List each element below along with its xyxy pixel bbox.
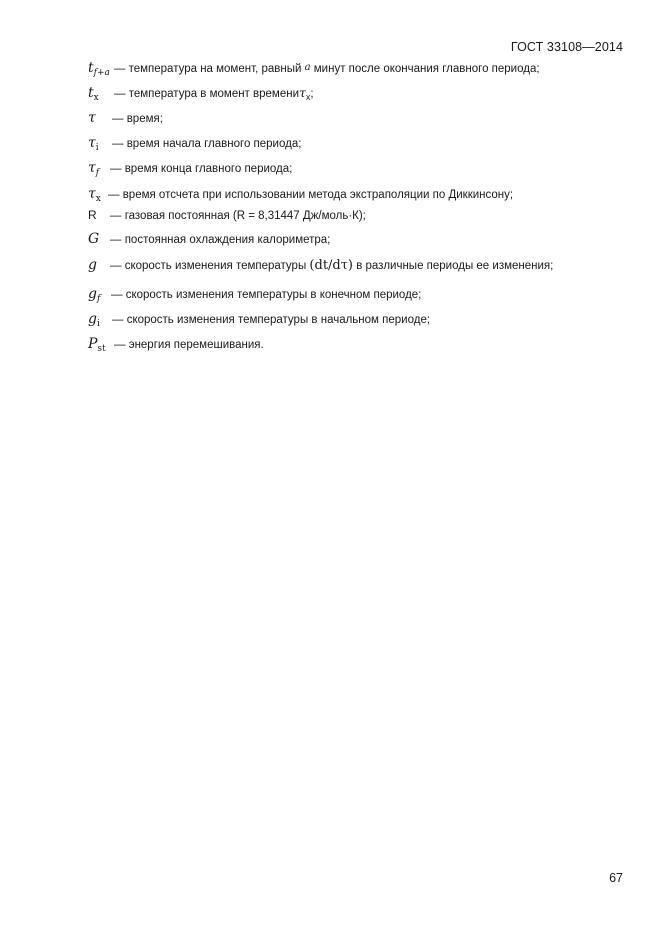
definition-row [88, 336, 264, 354]
definition-text: — температура в момент времениτ$_x$; [114, 85, 314, 102]
definition-text: — время конца главного периода; [110, 163, 293, 175]
document-header: ГОСТ 33108—2014 [510, 40, 623, 54]
definition-row [88, 85, 314, 103]
symbol: $t_x$ [88, 85, 99, 103]
symbol: $\tau_f$ [88, 160, 100, 178]
page-number: 67 [609, 871, 623, 885]
symbol: $t_{f+a}$ [88, 60, 110, 78]
definition-row [88, 311, 430, 329]
symbol: G [88, 231, 100, 247]
derivative-expression: (dt/dτ) [309, 258, 354, 273]
definition-row [88, 135, 301, 153]
symbol: τ [88, 110, 96, 126]
symbol: R [88, 208, 97, 222]
definition-text: — температура на момент, равный a минут после окончания главного периода; [113, 62, 540, 75]
definition-row [88, 208, 366, 222]
definition-row [88, 231, 330, 247]
definition-row [88, 186, 513, 204]
definition-text: — время отсчета при использовании метода экстраполяции по Диккинсону; [108, 189, 514, 201]
symbol: $g_f$ [88, 286, 101, 304]
definition-row [88, 110, 163, 126]
symbol: $g_i$ [88, 311, 100, 329]
definition-row [88, 286, 421, 304]
definition-text: — скорость изменения температуры в конечном периоде; [111, 289, 422, 301]
definition-text: — время начала главного периода; [112, 138, 302, 150]
definition-text: — энергия перемешивания. [114, 339, 264, 351]
symbol: g [88, 257, 97, 273]
definition-text: — скорость изменения температуры (dt/dτ) в различные периоды ее изменения; [110, 258, 554, 273]
symbol: $P_{st}$ [88, 336, 106, 354]
symbol: $\tau_x$ [88, 186, 101, 204]
definition-text: — постоянная охлаждения калориметра; [110, 234, 331, 246]
definition-row [88, 160, 292, 178]
symbol: $\tau_i$ [88, 135, 99, 153]
definition-text: — газовая постоянная (R = 8,31447 Дж/моль·К); [110, 210, 366, 222]
definition-row [88, 60, 540, 78]
definition-row [88, 257, 553, 273]
definition-text: — скорость изменения температуры в начальном периоде; [112, 314, 431, 326]
definition-text: — время; [112, 113, 163, 125]
